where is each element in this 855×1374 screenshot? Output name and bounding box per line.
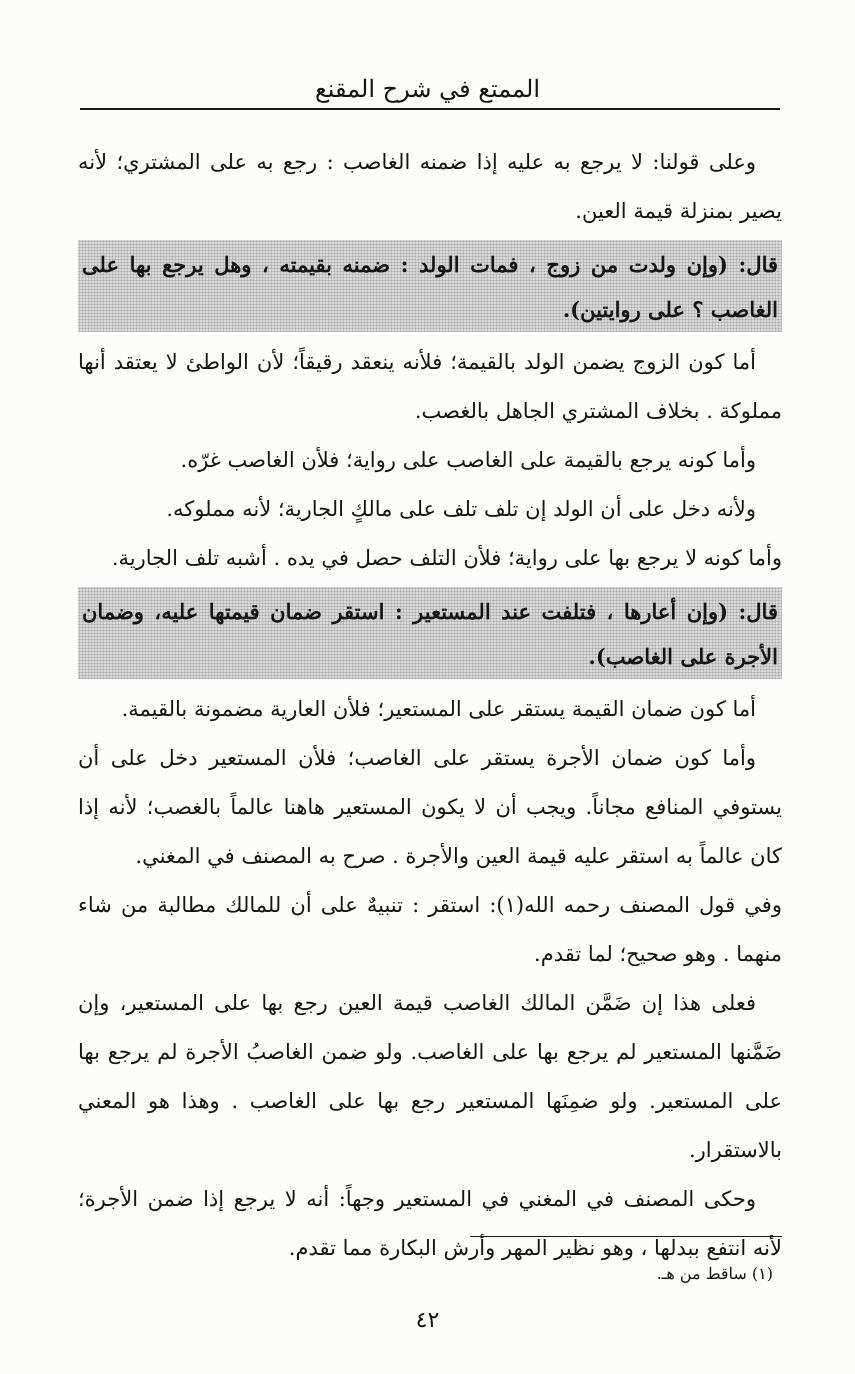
paragraph: أما كون ضمان القيمة يستقر على المستعير؛ فلأن العارية مضمونة بالقيمة.	[121, 697, 756, 721]
paragraph: فعلى هذا إن ضَمَّن المالك الغاصب قيمة العين رجع بها على المستعير، وإن ضَمَّنها المستعير لم يرجع بها على الغاصب. ولو ضمن الغاصبُ الأجرة لم يرجع بها على المستعير. ولو ضمِنَها المستعير رجع بها على الغاصب . وهذا هو المعني بالاستقرار.	[78, 991, 782, 1162]
paragraph: وعلى قولنا: لا يرجع به عليه إذا ضمنه الغاصب : رجع به على المشتري؛ لأنه يصير بمنزلة قيمة العين.	[78, 150, 782, 223]
running-head-title: الممتع في شرح المقنع	[315, 75, 540, 103]
footnote-rule	[470, 1236, 782, 1237]
paragraph: وأما كون ضمان الأجرة يستقر على الغاصب؛ فلأن المستعير دخل على أن يستوفي المنافع مجاناً. ويجب أن لا يكون المستعير هاهنا عالماً بالغصب؛ لأنه إذا كان عالماً به استقر عليه قيمة العين والأجرة . صرح به المصنف في المغني.	[78, 746, 782, 868]
paragraph: وفي قول المصنف رحمه الله(١): استقر : تنبيهٌ على أن للمالك مطالبة من شاء منهما . وهو صحيح؛ لما تقدم.	[78, 893, 782, 966]
main-text	[78, 138, 782, 1273]
matn-quote: قال: (وإن ولدت من زوج ، فمات الولد : ضمنه بقيمته ، وهل يرجع بها على الغاصب ؟ على روايتين).	[78, 240, 782, 332]
paragraph: أما كون الزوج يضمن الولد بالقيمة؛ فلأنه ينعقد رقيقاً؛ لأن الواطئ لا يعتقد أنها مملوكة . بخلاف المشتري الجاهل بالغصب.	[78, 350, 782, 423]
paragraph: وحكى المصنف في المغني في المستعير وجهاً: أنه لا يرجع إذا ضمن الأجرة؛ لأنه انتفع ببدلها ، وهو نظير المهر وأرش البكارة مما تقدم.	[78, 1187, 782, 1260]
header-rule	[80, 108, 780, 110]
matn-quote: قال: (وإن أعارها ، فتلفت عند المستعير : استقر ضمان قيمتها عليه، وضمان الأجرة على الغاصب).	[78, 587, 782, 679]
footnote: (١) ساقط من هـ.	[656, 1264, 773, 1283]
page-number: ٤٢	[415, 1308, 440, 1333]
paragraph: وأما كونه يرجع بالقيمة على الغاصب على رواية؛ فلأن الغاصب غرّه.	[180, 448, 756, 472]
paragraph: وأما كونه لا يرجع بها على رواية؛ فلأن التلف حصل في يده . أشبه تلف الجارية.	[111, 546, 782, 570]
paragraph: ولأنه دخل على أن الولد إن تلف تلف على مالكٍ الجارية؛ لأنه مملوكه.	[166, 497, 756, 521]
